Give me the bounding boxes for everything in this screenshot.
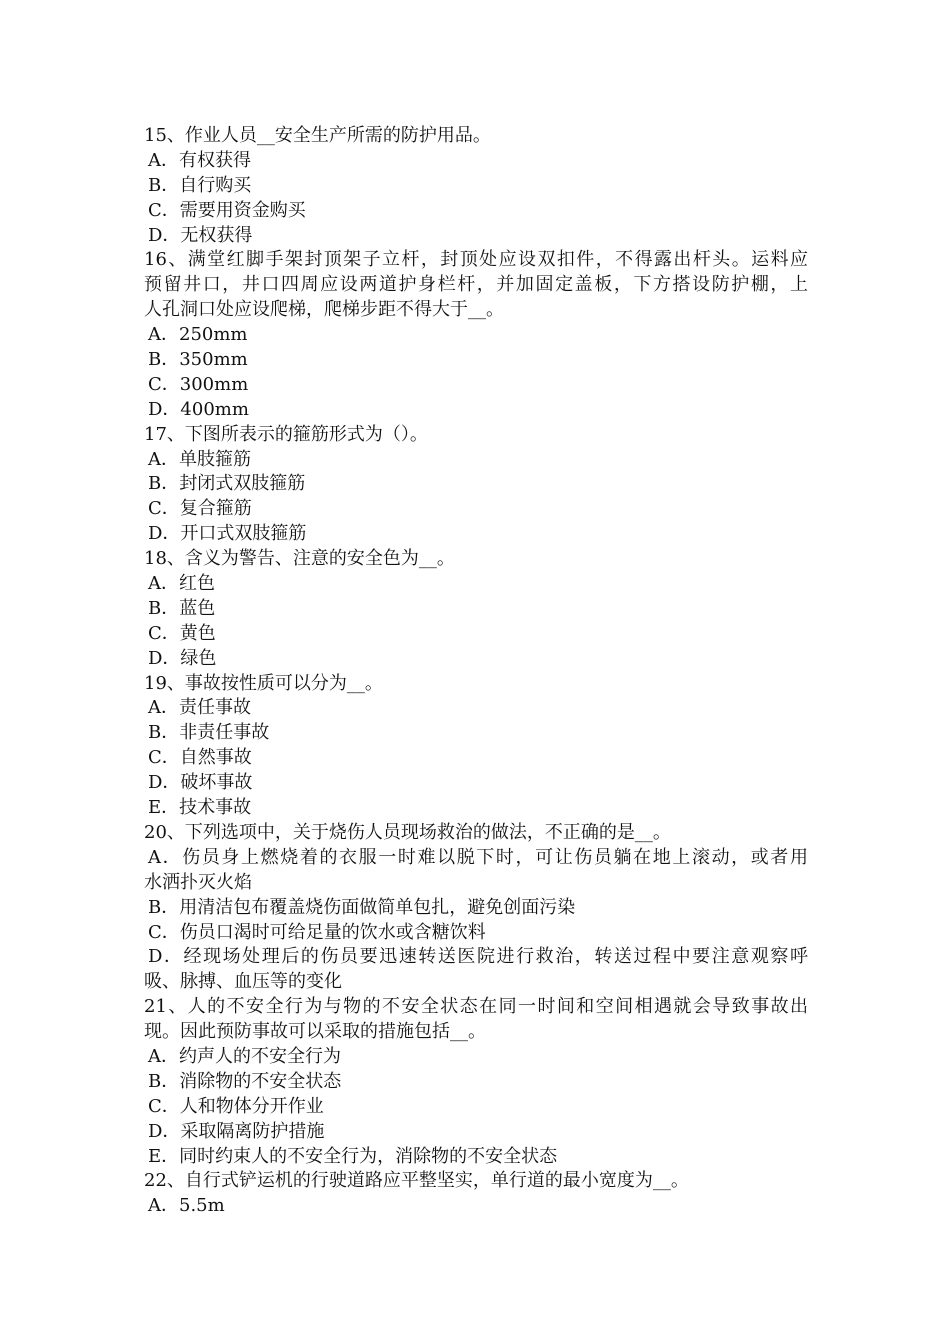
option-text-line: D．经现场处理后的伤员要迅速转送医院进行救治，转送过程中要注意观察呼 xyxy=(148,946,808,968)
question-15 xyxy=(144,124,808,149)
option-text: B．自行购买 xyxy=(148,174,252,196)
option-c xyxy=(144,746,808,771)
option-text: C．复合箍筋 xyxy=(148,498,252,520)
question-19 xyxy=(144,672,808,697)
option-text: C．人和物体分开作业 xyxy=(148,1095,324,1117)
option-b xyxy=(144,721,808,746)
option-b xyxy=(144,348,808,373)
option-c xyxy=(144,622,808,647)
option-text: E．同时约束人的不安全行为，消除物的不安全状态 xyxy=(148,1145,558,1167)
option-c xyxy=(144,199,808,224)
option-a xyxy=(144,149,808,174)
option-text: B．用清洁包布覆盖烧伤面做简单包扎，避免创面污染 xyxy=(148,896,576,918)
question-stem-line: 预留井口，井口四周应设两道护身栏杆，并加固定盖板，下方搭设防护棚，上 xyxy=(144,274,808,296)
option-text: A．责任事故 xyxy=(148,697,251,719)
option-text: B．封闭式双肢箍筋 xyxy=(148,473,306,495)
option-text: A．5.5m xyxy=(148,1195,225,1217)
option-d xyxy=(144,1120,808,1145)
question-stem-line: 16、满堂红脚手架封顶架子立杆，封顶处应设双扣件，不得露出杆头。运料应 xyxy=(144,249,808,271)
question-stem: 20、下列选项中，关于烧伤人员现场救治的做法，不正确的是__。 xyxy=(144,821,671,843)
option-e xyxy=(144,1145,808,1170)
option-c xyxy=(144,373,808,398)
option-c xyxy=(144,1095,808,1120)
option-c xyxy=(144,497,808,522)
option-text: D．采取隔离防护措施 xyxy=(148,1120,325,1142)
question-stem-line: 人孔洞口处应设爬梯，爬梯步距不得大于__。 xyxy=(144,299,504,321)
option-text: A．单肢箍筋 xyxy=(148,448,251,470)
option-text: D．400mm xyxy=(148,398,249,420)
option-text: A．有权获得 xyxy=(148,149,251,171)
option-d xyxy=(144,945,808,995)
question-stem: 17、下图所表示的箍筋形式为（）。 xyxy=(144,423,428,445)
question-21 xyxy=(144,995,808,1045)
option-text: C．黄色 xyxy=(148,622,216,644)
option-b xyxy=(144,1070,808,1095)
option-d xyxy=(144,522,808,547)
option-text-line: 吸、脉搏、血压等的变化 xyxy=(144,971,342,993)
question-stem: 15、作业人员__安全生产所需的防护用品。 xyxy=(144,125,491,146)
option-a xyxy=(144,1045,808,1070)
option-text: B．350mm xyxy=(148,349,248,371)
question-18 xyxy=(144,547,808,572)
option-text: B．非责任事故 xyxy=(148,722,270,744)
option-a xyxy=(144,572,808,597)
option-a xyxy=(144,846,808,896)
option-text: B．蓝色 xyxy=(148,597,216,619)
option-b xyxy=(144,896,808,921)
option-a xyxy=(144,696,808,721)
question-17 xyxy=(144,423,808,448)
option-d xyxy=(144,771,808,796)
option-text: C．300mm xyxy=(148,373,249,395)
option-text: A．250mm xyxy=(148,324,248,346)
question-stem: 22、自行式铲运机的行驶道路应平整坚实，单行道的最小宽度为__。 xyxy=(144,1170,689,1192)
question-stem-line: 现。因此预防事故可以采取的措施包括__。 xyxy=(144,1021,486,1043)
option-text-line: 水洒扑灭火焰 xyxy=(144,871,252,893)
option-d xyxy=(144,398,808,423)
option-text: E．技术事故 xyxy=(148,797,252,819)
question-stem-line: 21、人的不安全行为与物的不安全状态在同一时间和空间相遇就会导致事故出 xyxy=(144,996,808,1018)
option-text: A．红色 xyxy=(148,573,215,595)
option-b xyxy=(144,597,808,622)
option-text-line: A．伤员身上燃烧着的衣服一时难以脱下时，可让伤员躺在地上滚动，或者用 xyxy=(148,846,808,868)
option-text: C．自然事故 xyxy=(148,747,252,769)
option-c xyxy=(144,921,808,946)
question-16 xyxy=(144,248,808,323)
option-text: D．破坏事故 xyxy=(148,772,253,794)
option-e xyxy=(144,796,808,821)
question-stem: 18、含义为警告、注意的安全色为__。 xyxy=(144,548,455,570)
option-a xyxy=(144,323,808,348)
option-b xyxy=(144,472,808,497)
question-22 xyxy=(144,1169,808,1194)
option-d xyxy=(144,647,808,672)
option-text: A．约声人的不安全行为 xyxy=(148,1045,341,1067)
question-20 xyxy=(144,821,808,846)
option-text: D．无权获得 xyxy=(148,224,253,246)
option-d xyxy=(144,224,808,249)
option-text: B．消除物的不安全状态 xyxy=(148,1070,342,1092)
option-text: C．伤员口渴时可给足量的饮水或含糖饮料 xyxy=(148,921,486,943)
option-a xyxy=(144,1194,808,1219)
option-text: D．开口式双肢箍筋 xyxy=(148,523,307,545)
option-a xyxy=(144,448,808,473)
option-b xyxy=(144,174,808,199)
question-stem: 19、事故按性质可以分为__。 xyxy=(144,672,383,694)
document-page xyxy=(144,124,808,1219)
option-text: D．绿色 xyxy=(148,647,217,669)
option-text: C．需要用资金购买 xyxy=(148,199,306,221)
